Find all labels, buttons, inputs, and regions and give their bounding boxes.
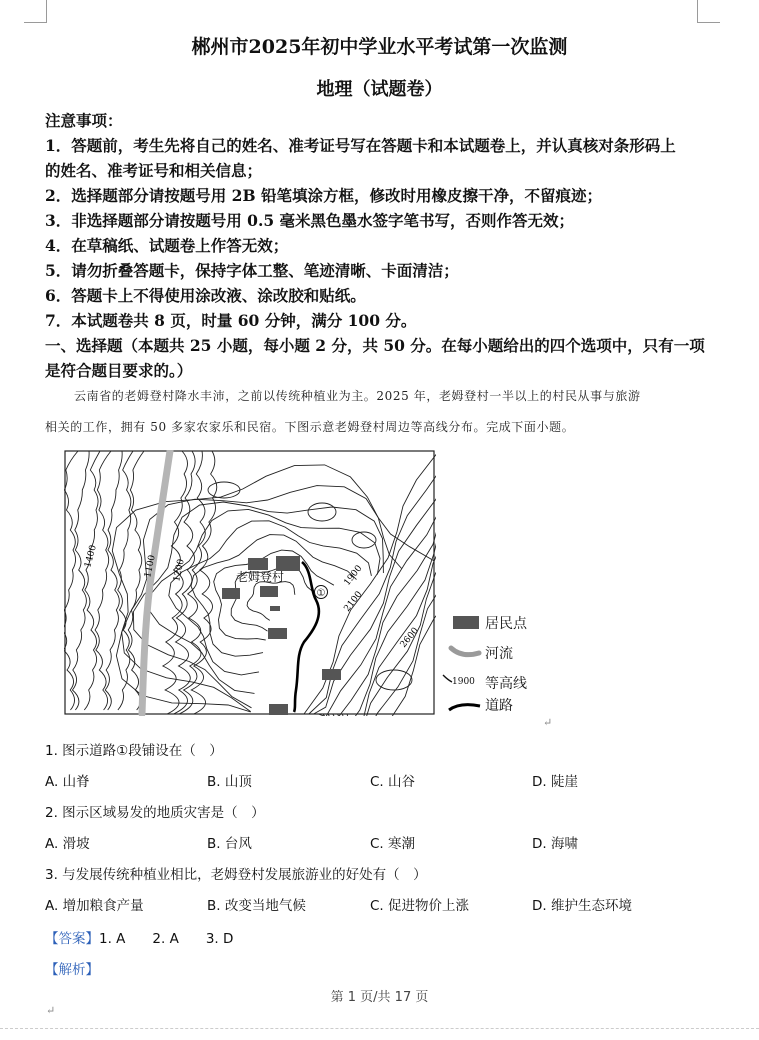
q2-option-d: D. 海啸 — [532, 836, 578, 852]
q1-option-d: D. 陡崖 — [532, 774, 578, 790]
notice-item: 的姓名、准考证号和相关信息； — [45, 161, 263, 180]
legend-road-label: 道路 — [485, 698, 513, 714]
q3-option-d: D. 维护生态环境 — [532, 898, 632, 914]
q1-option-c: C. 山谷 — [370, 774, 416, 790]
notice-item: 7．本试题卷共 8 页，时量 60 分钟，满分 100 分。 — [45, 311, 417, 330]
question-2: 2. 图示区域易发的地质灾害是（ ） — [45, 805, 265, 821]
settlement-marker — [270, 606, 280, 611]
legend-river-swatch — [448, 644, 482, 660]
legend-road-swatch — [446, 700, 484, 714]
q2-option-b: B. 台风 — [207, 836, 252, 852]
settlement-marker — [269, 704, 288, 715]
page-subtitle: 地理（试题卷） — [316, 79, 443, 100]
settlement-marker — [248, 558, 268, 570]
legend-settlement-swatch — [453, 616, 479, 629]
contour-label-2600: 2600 — [398, 625, 422, 650]
question-3: 3. 与发展传统种植业相比，老姆登村发展旅游业的好处有（ ） — [45, 867, 427, 883]
notice-item: 4．在草稿纸、试题卷上作答无效； — [45, 236, 289, 255]
contour-label-1400: 1400 — [83, 544, 99, 569]
contour-label-1100: 1100 — [143, 554, 158, 579]
notice-item: 3．非选择题部分请按题号用 0.5 毫米黑色墨水签字笔书写，否则作答无效； — [45, 211, 575, 230]
section-heading-cont: 是符合题目要求的。） — [45, 361, 193, 380]
page-divider — [0, 1028, 759, 1029]
answer-text: 1. A 2. A 3. D — [99, 931, 234, 947]
contour-label-1200: 1200 — [172, 558, 187, 583]
road-marker: ① — [316, 588, 326, 599]
contour-label-2100: 2100 — [342, 589, 365, 614]
notice-item: 6．答题卡上不得使用涂改液、涂改胶和贴纸。 — [45, 286, 366, 305]
page-footer: 第 1 页/共 17 页 — [330, 990, 429, 1005]
legend-river-label: 河流 — [485, 646, 513, 662]
settlement-marker — [268, 628, 287, 639]
settlement-marker — [260, 586, 278, 597]
crop-mark-top-left — [24, 0, 47, 23]
legend-contour-label: 等高线 — [485, 676, 527, 692]
settlement-marker — [276, 556, 300, 571]
page-title: 郴州市2025年初中学业水平考试第一次监测 — [191, 36, 568, 58]
q3-option-a: A. 增加粮食产量 — [45, 898, 144, 914]
analysis-tag: 【解析】 — [45, 962, 99, 978]
section-heading: 一、选择题（本题共 25 小题，每小题 2 分，共 50 分。在每小题给出的四个选项中，只有一项 — [45, 336, 705, 355]
notice-item: 1．答题前，考生先将自己的姓名、准考证号写在答题卡和本试题卷上，并认真核对条形码上 — [45, 136, 676, 155]
answer-line — [45, 927, 233, 947]
settlement-marker — [222, 588, 240, 599]
contour-label-1900: 1900 — [342, 563, 365, 588]
q1-option-a: A. 山脊 — [45, 774, 90, 790]
q2-option-a: A. 滑坡 — [45, 836, 90, 852]
intro-text-cont: 相关的工作，拥有 50 多家农家乐和民宿。下图示意老姆登村周边等高线分布。完成下面小题。 — [45, 420, 575, 434]
question-1: 1. 图示道路①段铺设在（ ） — [45, 743, 223, 759]
q1-option-b: B. 山顶 — [207, 774, 252, 790]
q2-option-c: C. 寒潮 — [370, 836, 416, 852]
intro-text: 云南省的老姆登村降水丰沛，之前以传统种植业为主。2025 年，老姆登村一半以上的村民从事与旅游 — [74, 389, 641, 403]
answer-tag: 【答案】 — [45, 931, 99, 947]
notice-item: 2．选择题部分请按题号用 2B 铅笔填涂方框，修改时用橡皮擦干净，不留痕迹； — [45, 186, 602, 205]
notice-item: 5．请勿折叠答题卡，保持字体工整、笔迹清晰、卡面清洁； — [45, 261, 459, 280]
notice-heading: 注意事项： — [45, 111, 123, 130]
q3-option-b: B. 改变当地气候 — [207, 898, 306, 914]
paragraph-mark: ↵ — [46, 1004, 56, 1017]
paragraph-mark: ↵ — [543, 716, 553, 729]
village-label: 老姆登村 — [236, 570, 285, 584]
contour-map — [64, 450, 436, 716]
settlement-marker — [322, 669, 341, 680]
crop-mark-top-right — [697, 0, 720, 23]
q3-option-c: C. 促进物价上涨 — [370, 898, 470, 914]
legend-settlement-label: 居民点 — [485, 616, 527, 632]
legend-contour-sample: 1900 — [452, 677, 475, 687]
